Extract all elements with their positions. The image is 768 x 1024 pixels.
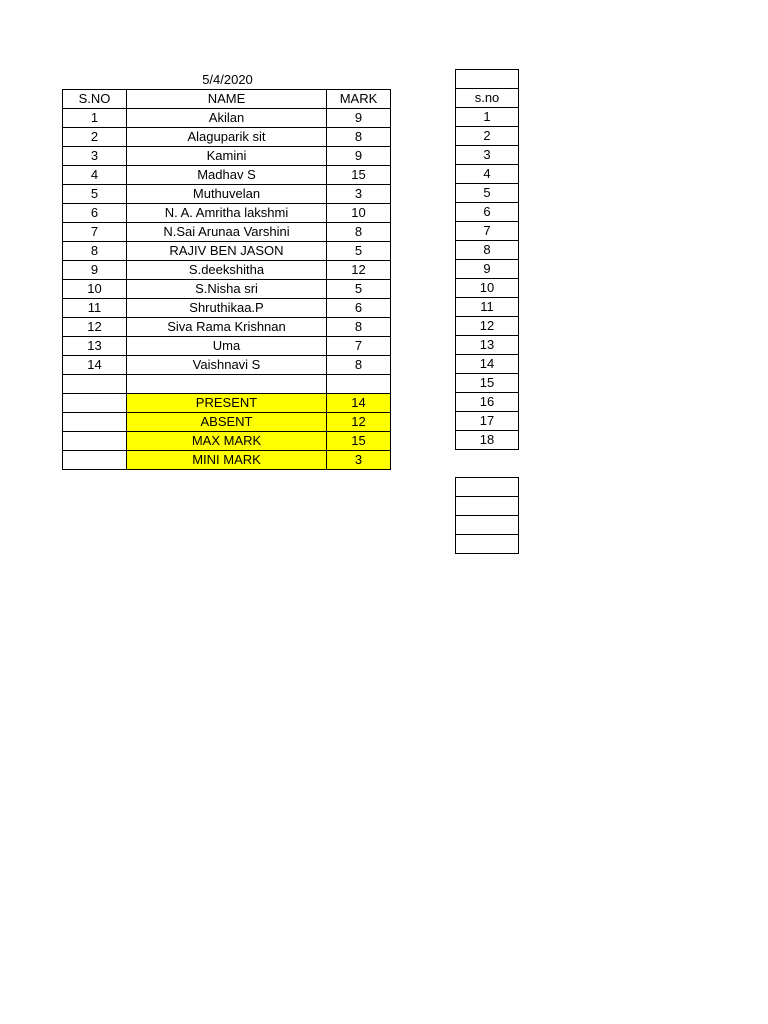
sno-list-row [456, 317, 519, 336]
table-row [63, 261, 391, 280]
sno-list-cell[interactable]: 18 [456, 431, 519, 450]
sno-cell[interactable]: 14 [63, 356, 127, 375]
table-row [63, 128, 391, 147]
mark-cell[interactable]: 5 [327, 242, 391, 261]
mark-cell[interactable]: 5 [327, 280, 391, 299]
sno-list-blank-row [456, 70, 519, 89]
marks-table [62, 89, 391, 470]
sno-list-cell[interactable]: 2 [456, 127, 519, 146]
sno-list-cell[interactable]: 15 [456, 374, 519, 393]
header-sno[interactable]: S.NO [63, 90, 127, 109]
header-mark[interactable]: MARK [327, 90, 391, 109]
sno-list-row [456, 260, 519, 279]
summary-label[interactable]: ABSENT [127, 413, 327, 432]
sno-cell[interactable]: 2 [63, 128, 127, 147]
blank-cell[interactable] [456, 478, 519, 497]
sheet-date: 5/4/2020 [202, 72, 253, 87]
mark-cell[interactable]: 7 [327, 337, 391, 356]
sno-list-cell[interactable]: 9 [456, 260, 519, 279]
sno-list-blank-cell[interactable] [456, 70, 519, 89]
sno-cell[interactable]: 7 [63, 223, 127, 242]
sno-cell[interactable]: 4 [63, 166, 127, 185]
empty-row [63, 375, 391, 394]
name-cell[interactable]: Muthuvelan [127, 185, 327, 204]
sno-cell[interactable]: 11 [63, 299, 127, 318]
name-cell[interactable]: RAJIV BEN JASON [127, 242, 327, 261]
table-row [63, 280, 391, 299]
summary-row [63, 451, 391, 470]
sno-list-row [456, 355, 519, 374]
table-row [63, 242, 391, 261]
summary-empty-cell[interactable] [63, 394, 127, 413]
blank-row [456, 516, 519, 535]
summary-empty-cell[interactable] [63, 432, 127, 451]
sno-cell[interactable]: 12 [63, 318, 127, 337]
sno-cell[interactable]: 6 [63, 204, 127, 223]
blank-cells-table [455, 477, 519, 554]
sno-list-row [456, 431, 519, 450]
mark-cell[interactable]: 12 [327, 261, 391, 280]
name-cell[interactable]: Uma [127, 337, 327, 356]
table-row [63, 318, 391, 337]
summary-label[interactable]: PRESENT [127, 394, 327, 413]
mark-cell[interactable]: 6 [327, 299, 391, 318]
sno-list-row [456, 184, 519, 203]
mark-cell[interactable]: 15 [327, 166, 391, 185]
sno-list-cell[interactable]: 16 [456, 393, 519, 412]
summary-value[interactable]: 12 [327, 413, 391, 432]
sno-cell[interactable]: 13 [63, 337, 127, 356]
table-row [63, 204, 391, 223]
summary-row [63, 432, 391, 451]
table-row [63, 223, 391, 242]
sno-list-cell[interactable]: 1 [456, 108, 519, 127]
name-cell[interactable]: S.Nisha sri [127, 280, 327, 299]
sno-cell[interactable]: 5 [63, 185, 127, 204]
empty-cell[interactable] [327, 375, 391, 394]
blank-row [456, 497, 519, 516]
sno-cell[interactable]: 8 [63, 242, 127, 261]
empty-cell[interactable] [63, 375, 127, 394]
sno-list-cell[interactable]: 12 [456, 317, 519, 336]
sno-list-row [456, 127, 519, 146]
name-cell[interactable]: S.deekshitha [127, 261, 327, 280]
mark-cell[interactable]: 8 [327, 223, 391, 242]
sno-cell[interactable]: 3 [63, 147, 127, 166]
mark-cell[interactable]: 3 [327, 185, 391, 204]
sno-cell[interactable]: 9 [63, 261, 127, 280]
sno-list-row [456, 374, 519, 393]
name-cell[interactable]: N.Sai Arunaa Varshini [127, 223, 327, 242]
sno-list-row [456, 298, 519, 317]
sno-list-cell[interactable]: 14 [456, 355, 519, 374]
blank-cell[interactable] [456, 535, 519, 554]
header-name[interactable]: NAME [127, 90, 327, 109]
table-row [63, 337, 391, 356]
sno-list-cell[interactable]: 4 [456, 165, 519, 184]
sno-list-row [456, 279, 519, 298]
mark-cell[interactable]: 9 [327, 147, 391, 166]
sno-list-cell[interactable]: 7 [456, 222, 519, 241]
mark-cell[interactable]: 8 [327, 356, 391, 375]
sno-list-row [456, 222, 519, 241]
sno-list-cell[interactable]: 17 [456, 412, 519, 431]
sno-list-cell[interactable]: 3 [456, 146, 519, 165]
name-cell[interactable]: Alaguparik sit [127, 128, 327, 147]
name-cell[interactable]: Kamini [127, 147, 327, 166]
summary-row [63, 413, 391, 432]
sno-list-header[interactable]: s.no [456, 89, 519, 108]
summary-row [63, 394, 391, 413]
name-cell[interactable]: Akilan [127, 109, 327, 128]
sno-list-row [456, 241, 519, 260]
name-cell[interactable]: Shruthikaa.P [127, 299, 327, 318]
sno-list-cell[interactable]: 13 [456, 336, 519, 355]
sno-list-row [456, 412, 519, 431]
summary-empty-cell[interactable] [63, 451, 127, 470]
sno-cell[interactable]: 1 [63, 109, 127, 128]
sno-list-row [456, 165, 519, 184]
sno-list-header-row [456, 89, 519, 108]
table-row [63, 109, 391, 128]
sno-list-cell[interactable]: 8 [456, 241, 519, 260]
table-row [63, 356, 391, 375]
sno-cell[interactable]: 10 [63, 280, 127, 299]
mark-cell[interactable]: 10 [327, 204, 391, 223]
name-cell[interactable]: Madhav S [127, 166, 327, 185]
sno-list-cell[interactable]: 5 [456, 184, 519, 203]
sno-list-row [456, 203, 519, 222]
blank-row [456, 478, 519, 497]
blank-row [456, 535, 519, 554]
table-row [63, 147, 391, 166]
sno-list-cell[interactable]: 6 [456, 203, 519, 222]
mark-cell[interactable]: 9 [327, 109, 391, 128]
sno-list-row [456, 336, 519, 355]
mark-cell[interactable]: 8 [327, 128, 391, 147]
sno-list-table [455, 69, 519, 450]
mark-cell[interactable]: 8 [327, 318, 391, 337]
blank-cell[interactable] [456, 516, 519, 535]
sno-list-cell[interactable]: 11 [456, 298, 519, 317]
name-cell[interactable]: N. A. Amritha lakshmi [127, 204, 327, 223]
sno-list-row [456, 146, 519, 165]
summary-label[interactable]: MAX MARK [127, 432, 327, 451]
summary-value[interactable]: 14 [327, 394, 391, 413]
summary-empty-cell[interactable] [63, 413, 127, 432]
summary-value[interactable]: 15 [327, 432, 391, 451]
empty-cell[interactable] [127, 375, 327, 394]
sno-list-cell[interactable]: 10 [456, 279, 519, 298]
name-cell[interactable]: Siva Rama Krishnan [127, 318, 327, 337]
name-cell[interactable]: Vaishnavi S [127, 356, 327, 375]
summary-value[interactable]: 3 [327, 451, 391, 470]
table-row [63, 299, 391, 318]
table-row [63, 185, 391, 204]
header-row [63, 90, 391, 109]
sno-list-row [456, 393, 519, 412]
table-row [63, 166, 391, 185]
blank-cell[interactable] [456, 497, 519, 516]
summary-label[interactable]: MINI MARK [127, 451, 327, 470]
sno-list-row [456, 108, 519, 127]
